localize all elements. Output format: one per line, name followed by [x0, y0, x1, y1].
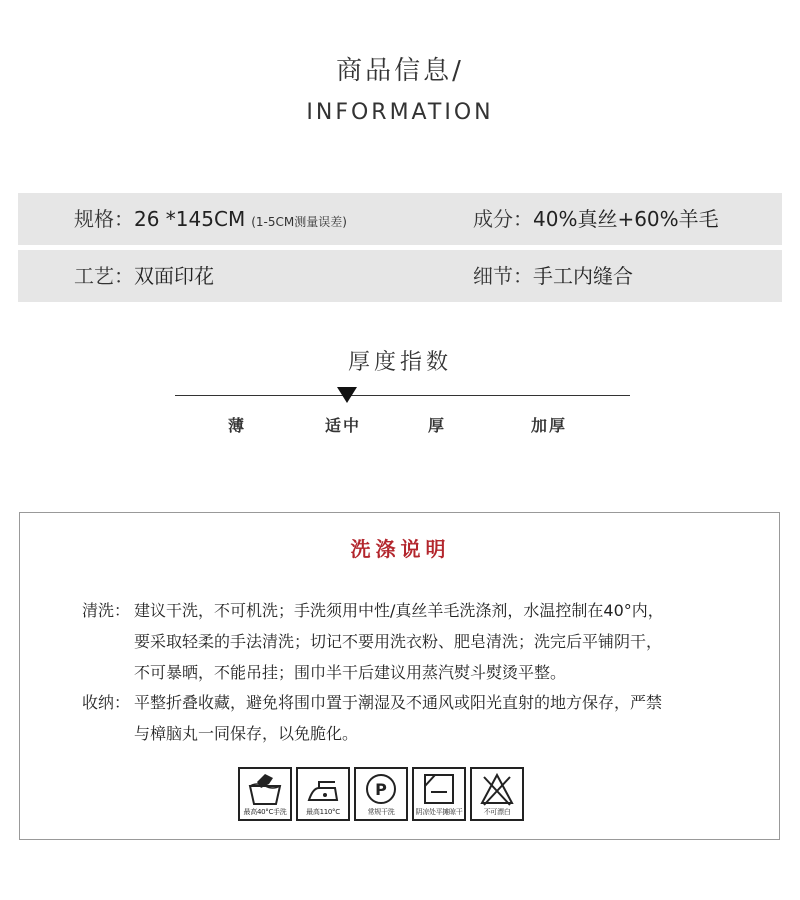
spec-size-label: 规格：	[74, 207, 134, 231]
spec-detail	[473, 250, 633, 302]
spec-detail-label: 细节：	[473, 264, 533, 288]
no-bleach-icon	[470, 767, 524, 821]
dry-clean-p-icon	[354, 767, 408, 821]
cleaning-label: 清洗：	[82, 601, 131, 620]
spec-detail-value: 手工内缝合	[533, 264, 633, 288]
spec-size-value: 26 *145CM	[134, 207, 246, 231]
storage-line-2: 与樟脑丸一同保存，以免脆化。	[134, 724, 359, 743]
spec-row-1	[18, 193, 782, 245]
spec-composition-label: 成分：	[473, 207, 533, 231]
cleaning-instructions	[82, 595, 762, 688]
cleaning-line-1: 建议干洗，不可机洗；手洗须用中性/真丝羊毛洗涤剂，水温控制在40°内，	[134, 601, 664, 620]
dry-clean-caption: 常规干洗	[367, 808, 395, 816]
wash-title: 洗涤说明	[350, 537, 451, 561]
spec-craft-value: 双面印花	[134, 264, 214, 288]
spec-craft	[74, 250, 214, 302]
spec-composition-value: 40%真丝+60%羊毛	[533, 207, 719, 231]
care-icons	[238, 767, 528, 825]
spec-size-note: (1-5CM测量误差)	[251, 215, 347, 229]
section-title-en: INFORMATION	[306, 100, 494, 125]
spec-composition	[473, 193, 719, 245]
hand-wash-caption: 最高40°C手洗	[243, 808, 287, 816]
spec-row-2	[18, 250, 782, 302]
spec-size	[74, 193, 347, 245]
storage-label: 收纳：	[82, 693, 131, 712]
thickness-level-thin: 薄	[228, 416, 247, 435]
cleaning-line-3: 不可暴晒，不能吊挂；围巾半干后建议用蒸汽熨斗熨烫平整。	[134, 663, 567, 682]
thickness-level-thick: 厚	[428, 416, 447, 435]
iron-caption: 最高110°C	[306, 808, 340, 816]
thickness-level-extra-thick: 加厚	[531, 416, 568, 435]
thickness-scale-line	[175, 395, 630, 396]
cleaning-line-2: 要采取轻柔的手法清洗；切记不要用洗衣粉、肥皂清洗；洗完后平铺阴干，	[134, 632, 663, 651]
wash-instructions-box	[19, 512, 780, 840]
iron-icon	[296, 767, 350, 821]
no-bleach-caption: 不可漂白	[483, 808, 511, 816]
hand-wash-icon	[238, 767, 292, 821]
storage-instructions	[82, 687, 762, 749]
thickness-marker-icon	[337, 387, 357, 403]
storage-line-1: 平整折叠收藏，避免将围巾置于潮湿及不通风或阳光直射的地方保存，严禁	[134, 693, 663, 712]
section-title-cn: 商品信息/	[336, 56, 464, 86]
dry-flat-shade-icon	[412, 767, 466, 821]
svg-text:P: P	[375, 780, 387, 799]
thickness-level-medium: 适中	[325, 416, 362, 435]
thickness-title: 厚度指数	[347, 350, 452, 375]
dry-flat-caption: 阴凉处平摊晾干	[415, 808, 463, 816]
spec-craft-label: 工艺：	[74, 264, 134, 288]
